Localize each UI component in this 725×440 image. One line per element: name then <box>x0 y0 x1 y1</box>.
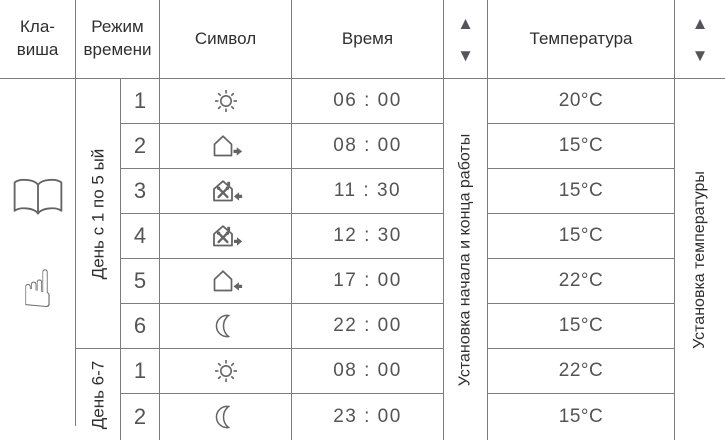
temperature-cell: 22°C <box>488 349 675 394</box>
side-label-temperature-setting <box>675 79 725 440</box>
header-time-label: Время <box>341 28 394 48</box>
time-cell: 12 : 30 <box>292 214 444 259</box>
time-cell: 23 : 00 <box>292 394 444 440</box>
header-symbol-label: Символ <box>194 28 257 48</box>
sun-icon <box>206 87 246 115</box>
temperature-cell: 15°C <box>488 394 675 440</box>
row-number: 1 <box>121 349 160 394</box>
header-time-mode-line1: Режим <box>91 17 144 37</box>
temperature-cell: 15°C <box>488 169 675 214</box>
moon-icon <box>206 312 246 340</box>
open-book-icon <box>10 176 66 220</box>
key-column-cell <box>0 65 76 426</box>
time-cell: 22 : 00 <box>292 304 444 349</box>
header-symbol <box>160 0 292 79</box>
row-number: 6 <box>121 304 160 349</box>
temperature-cell: 22°C <box>488 259 675 304</box>
day-group-label-6-7 <box>76 349 121 440</box>
header-time-arrows <box>444 0 488 79</box>
moon-icon <box>206 403 246 431</box>
sun-icon <box>206 357 246 385</box>
side-label-temperature-setting-text: Установка температуры <box>691 170 709 349</box>
day-group-6-7-text: День 6-7 <box>88 360 108 429</box>
symbol-cell <box>160 124 292 169</box>
down-arrow-icon: ▼ <box>691 45 709 65</box>
symbol-cell <box>160 394 292 440</box>
row-number: 1 <box>121 79 160 124</box>
down-arrow-icon: ▼ <box>457 45 474 65</box>
side-label-time-setting <box>444 79 488 440</box>
header-time-mode-line2: времени <box>83 40 152 59</box>
temperature-cell: 15°C <box>488 124 675 169</box>
up-arrow-icon: ▲ <box>691 13 709 33</box>
time-cell: 08 : 00 <box>292 349 444 394</box>
symbol-cell <box>160 349 292 394</box>
work-arrive-icon <box>206 177 246 205</box>
header-temperature-label: Температура <box>529 28 633 48</box>
temperature-cell: 15°C <box>488 304 675 349</box>
symbol-cell <box>160 169 292 214</box>
time-cell: 08 : 00 <box>292 124 444 169</box>
time-cell: 17 : 00 <box>292 259 444 304</box>
day-group-label-1-5 <box>76 79 121 349</box>
time-cell: 06 : 00 <box>292 79 444 124</box>
row-number: 4 <box>121 214 160 259</box>
work-leave-icon <box>206 222 246 250</box>
symbol-cell <box>160 259 292 304</box>
header-temp-arrows <box>675 0 725 79</box>
time-cell: 11 : 30 <box>292 169 444 214</box>
home-leave-icon <box>206 132 246 160</box>
up-arrow-icon: ▲ <box>457 13 474 33</box>
symbol-cell <box>160 214 292 259</box>
row-number: 2 <box>121 394 160 440</box>
row-number: 3 <box>121 169 160 214</box>
row-number: 2 <box>121 124 160 169</box>
header-temperature <box>488 0 675 79</box>
pointing-hand-icon: ☝ <box>21 259 54 320</box>
header-time <box>292 0 444 79</box>
home-return-icon <box>206 267 246 295</box>
temperature-cell: 20°C <box>488 79 675 124</box>
temperature-cell: 15°C <box>488 214 675 259</box>
symbol-cell <box>160 79 292 124</box>
symbol-cell <box>160 304 292 349</box>
header-key-line2: виша <box>16 40 59 59</box>
day-group-1-5-text: День с 1 по 5 ый <box>88 148 107 279</box>
header-time-mode <box>76 0 160 79</box>
side-label-time-setting-text: Установка начала и конца работы <box>456 133 474 386</box>
header-key-line1: Кла- <box>20 17 55 37</box>
row-number: 5 <box>121 259 160 304</box>
